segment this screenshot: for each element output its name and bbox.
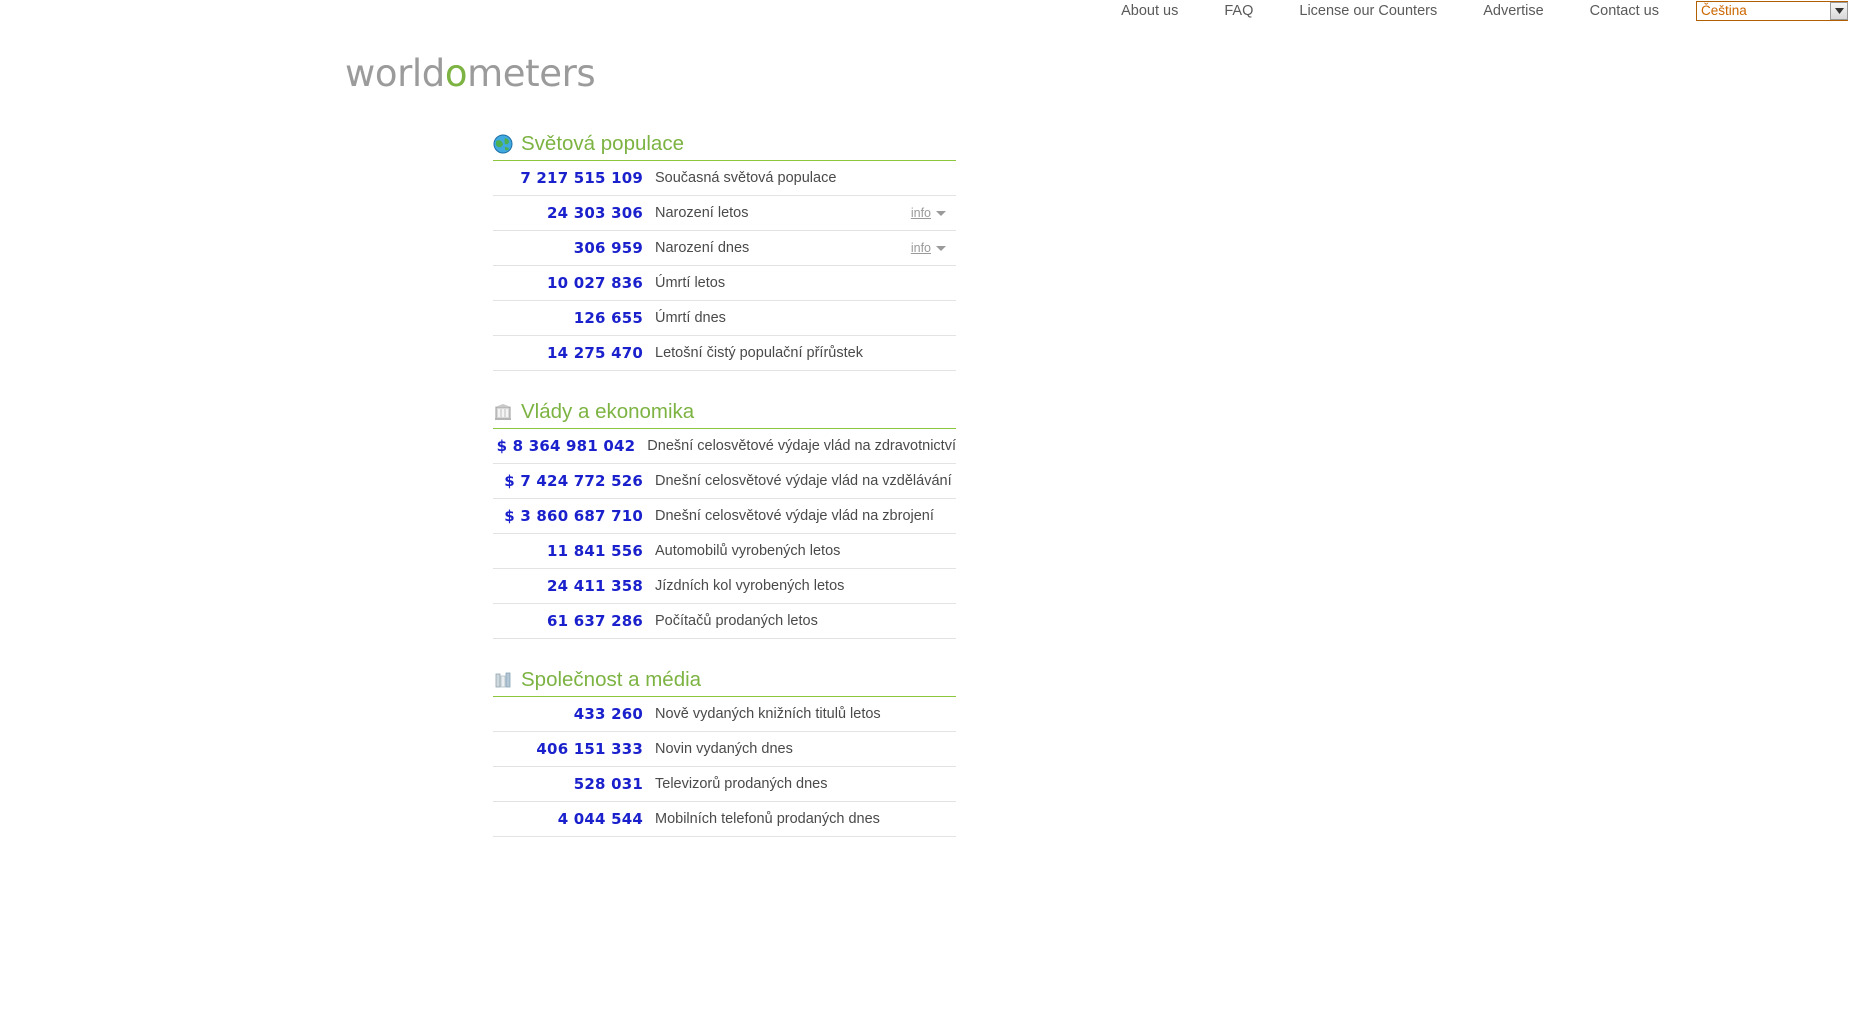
books-icon [493, 670, 513, 690]
nav-link-faq[interactable]: FAQ [1224, 3, 1254, 19]
section-title: Společnost a média [521, 668, 702, 691]
counter-value: 433 260 [573, 705, 643, 723]
nav-link-license-our-counters[interactable]: License our Counters [1299, 3, 1438, 19]
counter-row [493, 569, 956, 604]
counter-label: Novin vydaných dnes [655, 741, 793, 757]
counter-value: 406 151 333 [536, 740, 643, 758]
counter-value: 24 411 358 [547, 577, 643, 595]
counter-label: Úmrtí letos [655, 275, 726, 291]
chevron-down-icon [936, 246, 946, 251]
counter-label: Automobilů vyrobených letos [655, 543, 841, 559]
counter-label: Úmrtí dnes [655, 310, 726, 326]
counter-row [493, 534, 956, 569]
info-toggle[interactable] [911, 206, 946, 220]
counter-value: $ 8 364 981 042 [496, 437, 636, 455]
counter-label: Letošní čistý populační přírůstek [655, 345, 863, 361]
counters-content [493, 133, 956, 867]
counter-value: 10 027 836 [547, 274, 643, 292]
counter-row [493, 732, 956, 767]
counter-value: 4 044 544 [557, 810, 643, 828]
info-toggle[interactable] [911, 241, 946, 255]
counter-label: Narození dnes [655, 240, 750, 256]
counter-row [493, 464, 956, 499]
counter-label: Dnešní celosvětové výdaje vlád na vzdělávání [655, 473, 952, 489]
counter-row [493, 429, 956, 464]
counter-value: $ 7 424 772 526 [504, 472, 643, 490]
counter-label: Televizorů prodaných dnes [655, 776, 828, 792]
section-title: Světová populace [521, 132, 684, 155]
counter-row [493, 231, 956, 266]
counter-value: 14 275 470 [547, 344, 643, 362]
section-header [493, 669, 956, 697]
site-logo[interactable] [345, 52, 595, 95]
counter-value: 126 655 [573, 309, 643, 327]
counter-label: Nově vydaných knižních titulů letos [655, 706, 881, 722]
chevron-down-icon [936, 211, 946, 216]
logo-part-2: meters [467, 52, 596, 95]
counter-value: $ 3 860 687 710 [504, 507, 643, 525]
language-select[interactable] [1696, 1, 1848, 21]
globe-icon [493, 134, 513, 154]
language-select-value: Čeština [1701, 3, 1747, 18]
counter-label: Současná světová populace [655, 170, 837, 186]
counter-label: Jízdních kol vyrobených letos [655, 578, 845, 594]
counter-row [493, 266, 956, 301]
counter-row [493, 301, 956, 336]
logo-accent-o: o [444, 52, 468, 95]
section-title: Vlády a ekonomika [521, 400, 695, 423]
counter-value: 11 841 556 [547, 542, 643, 560]
counter-value: 61 637 286 [547, 612, 643, 630]
bank-icon [493, 402, 513, 422]
logo-part-1: world [345, 52, 445, 95]
counter-value: 528 031 [573, 775, 643, 793]
section-world-population [493, 133, 956, 371]
counter-label: Dnešní celosvětové výdaje vlád na zbrojení [655, 508, 934, 524]
counter-label: Narození letos [655, 205, 749, 221]
chevron-down-icon[interactable] [1830, 2, 1848, 20]
nav-link-contact-us[interactable]: Contact us [1589, 3, 1659, 19]
counter-value: 306 959 [573, 239, 643, 257]
counter-label: Počítačů prodaných letos [655, 613, 818, 629]
counter-row [493, 802, 956, 837]
info-label: info [910, 241, 931, 255]
top-navigation [0, 0, 1854, 22]
counter-row [493, 604, 956, 639]
info-label: info [910, 206, 931, 220]
counter-row [493, 196, 956, 231]
counter-row [493, 336, 956, 371]
section-header [493, 133, 956, 161]
counter-value: 7 217 515 109 [520, 169, 643, 187]
nav-link-advertise[interactable]: Advertise [1483, 3, 1544, 19]
counter-label: Dnešní celosvětové výdaje vlád na zdravotnictví [647, 438, 956, 454]
section-government-economics [493, 401, 956, 639]
counter-row [493, 161, 956, 196]
section-society-media [493, 669, 956, 837]
nav-link-about-us[interactable]: About us [1121, 3, 1179, 19]
counter-value: 24 303 306 [547, 204, 643, 222]
counter-row [493, 697, 956, 732]
section-header [493, 401, 956, 429]
counter-row [493, 499, 956, 534]
counter-label: Mobilních telefonů prodaných dnes [655, 811, 880, 827]
counter-row [493, 767, 956, 802]
